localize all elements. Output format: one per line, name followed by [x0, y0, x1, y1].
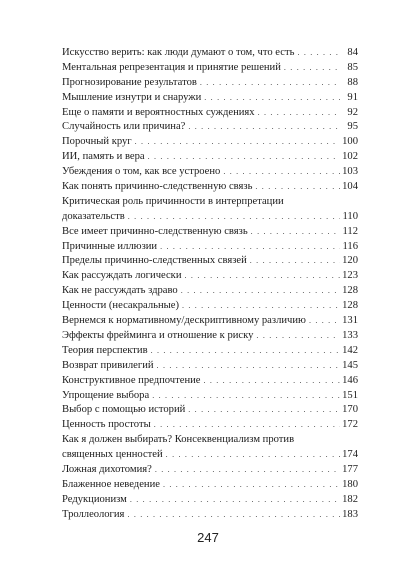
- toc-entry-title: Возврат привилегий: [62, 359, 154, 371]
- toc-entry-page: 151: [342, 389, 358, 401]
- toc-entry: [62, 493, 358, 508]
- toc-entry: [62, 61, 358, 76]
- toc-entry-page: 95: [347, 121, 358, 133]
- toc-entry-title: Конструктивное предпочтение: [62, 374, 201, 386]
- toc-entry: [62, 106, 358, 121]
- toc-entry: [62, 46, 358, 61]
- toc-entry-title: Ментальная репрезентация и принятие решений: [62, 61, 281, 73]
- toc-entry-title: Искусство верить: как люди думают о том, что есть: [62, 47, 295, 58]
- toc-entry-title: Как не рассуждать здраво: [62, 285, 178, 297]
- dot-leader: [151, 344, 340, 359]
- toc-entry: [62, 299, 358, 314]
- toc-entry: [62, 165, 358, 180]
- toc-entry: [62, 120, 358, 135]
- toc-entry: [62, 403, 358, 418]
- toc-entry: [62, 418, 358, 433]
- page-number: 247: [197, 530, 219, 545]
- toc-entry: [62, 389, 358, 404]
- dot-leader: [251, 225, 340, 240]
- toc-entry-title: Причинные иллюзии: [62, 240, 158, 252]
- toc-entry-page: 120: [342, 255, 358, 267]
- toc-entry-title: ИИ, память и вера: [62, 151, 145, 163]
- toc-entry-title: Все имеет причинно-следственную связь: [62, 225, 248, 237]
- toc-entry-page: 170: [342, 404, 358, 416]
- toc-entry-title: Еще о памяти и вероятностных суждениях: [62, 106, 255, 118]
- dot-leader: [160, 240, 340, 255]
- toc-entry-title: Прогнозирование результатов: [62, 76, 197, 88]
- toc-entry: [62, 463, 358, 478]
- toc-entry-page: 88: [347, 76, 358, 88]
- toc-entry: [62, 433, 358, 463]
- dot-leader: [155, 463, 340, 478]
- dot-leader: [223, 165, 340, 180]
- dot-leader: [148, 150, 340, 165]
- toc-entry-title: Троллеология: [62, 508, 125, 520]
- toc-entry-page: 177: [342, 463, 358, 475]
- toc-entry-title: Как понять причинно-следственную связь: [62, 181, 253, 193]
- toc-entry: [62, 269, 358, 284]
- toc-entry-page: 102: [342, 151, 358, 163]
- dot-leader: [297, 46, 340, 61]
- toc-entry-page: 145: [342, 359, 358, 371]
- dot-leader: [152, 389, 340, 404]
- toc-entry-title: священных ценностей: [62, 449, 163, 461]
- dot-leader: [181, 284, 340, 299]
- dot-leader: [188, 120, 340, 135]
- toc-entry: [62, 91, 358, 106]
- toc-entry: [62, 359, 358, 374]
- toc-entry: [62, 344, 358, 359]
- toc-entry-page: 85: [347, 61, 358, 73]
- toc-entry: [62, 478, 358, 493]
- toc-entry: [62, 135, 358, 150]
- toc-entry-title: Порочный круг: [62, 136, 132, 148]
- toc-entry-page: 131: [342, 315, 358, 327]
- toc-entry-title: Редукционизм: [62, 493, 127, 505]
- dot-leader: [128, 210, 340, 225]
- dot-leader: [163, 478, 340, 493]
- dot-leader: [154, 418, 340, 433]
- toc-entry: [62, 240, 358, 255]
- toc-entry-title: Случайность или причина?: [62, 121, 186, 133]
- toc-entry-title-line1: Как я должен выбирать? Консеквенциализм против: [62, 434, 295, 446]
- toc-entry-page: 91: [347, 91, 358, 103]
- dot-leader: [204, 91, 340, 106]
- dot-leader: [182, 299, 340, 314]
- toc-entry-title: Выбор с помощью историй: [62, 404, 186, 416]
- toc-entry: [62, 225, 358, 240]
- dot-leader: [185, 269, 340, 284]
- dot-leader: [256, 329, 340, 344]
- dot-leader: [130, 493, 340, 508]
- toc-entry-page: 128: [342, 300, 358, 312]
- toc-entry-title: Убеждения о том, как все устроено: [62, 166, 221, 178]
- dot-leader: [188, 403, 340, 418]
- toc-entry-title: Упрощение выбора: [62, 389, 150, 401]
- dot-leader: [166, 448, 340, 463]
- toc-entry-page: 116: [342, 240, 358, 252]
- dot-leader: [284, 61, 340, 76]
- toc-entry-title: Теория перспектив: [62, 344, 148, 356]
- toc-entry-title: Ценности (несакральные): [62, 300, 179, 312]
- toc-entry-page: 180: [342, 478, 358, 490]
- table-of-contents: [62, 46, 358, 523]
- toc-entry-page: 128: [342, 285, 358, 297]
- dot-leader: [309, 314, 340, 329]
- dot-leader: [203, 374, 340, 389]
- toc-entry: [62, 284, 358, 299]
- toc-entry-title: Пределы причинно-следственных связей: [62, 255, 247, 267]
- toc-entry-page: 172: [342, 419, 358, 431]
- toc-entry: [62, 254, 358, 269]
- dot-leader: [127, 508, 340, 523]
- toc-entry: [62, 508, 358, 523]
- toc-entry: [62, 374, 358, 389]
- dot-leader: [135, 135, 340, 150]
- toc-entry-page: 104: [342, 181, 358, 193]
- toc-entry-page: 133: [342, 329, 358, 341]
- toc-entry: [62, 76, 358, 91]
- toc-entry-page: 110: [342, 210, 358, 222]
- toc-entry-page: 183: [342, 508, 358, 520]
- toc-entry-title: доказательств: [62, 210, 125, 222]
- toc-entry-page: 112: [342, 225, 358, 237]
- toc-entry: [62, 329, 358, 344]
- toc-entry-title: Ложная дихотомия?: [62, 463, 152, 475]
- toc-entry: [62, 180, 358, 195]
- toc-entry-page: 84: [347, 47, 358, 58]
- dot-leader: [258, 106, 340, 121]
- toc-entry-title: Мышление изнутри и снаружи: [62, 91, 202, 103]
- toc-entry-title-line1: Критическая роль причинности в интерпретации: [62, 195, 284, 207]
- toc-entry-page: 174: [342, 449, 358, 461]
- toc-entry-page: 92: [347, 106, 358, 118]
- toc-entry: [62, 150, 358, 165]
- toc-entry-title: Ценность простоты: [62, 419, 151, 431]
- toc-entry-page: 142: [342, 344, 358, 356]
- toc-entry-title: Блаженное неведение: [62, 478, 160, 490]
- dot-leader: [250, 254, 340, 269]
- toc-entry-title: Эффекты фрейминга и отношение к риску: [62, 329, 254, 341]
- toc-entry-title: Вернемся к нормативному/дескриптивному различию: [62, 315, 306, 327]
- toc-entry-page: 100: [342, 136, 358, 148]
- toc-entry: [62, 195, 358, 225]
- toc-entry-page: 103: [342, 166, 358, 178]
- toc-entry-page: 182: [342, 493, 358, 505]
- dot-leader: [200, 76, 340, 91]
- dot-leader: [255, 180, 340, 195]
- toc-entry-page: 146: [342, 374, 358, 386]
- toc-entry-page: 123: [342, 270, 358, 282]
- toc-entry-title: Как рассуждать логически: [62, 270, 182, 282]
- dot-leader: [157, 359, 340, 374]
- toc-entry: [62, 314, 358, 329]
